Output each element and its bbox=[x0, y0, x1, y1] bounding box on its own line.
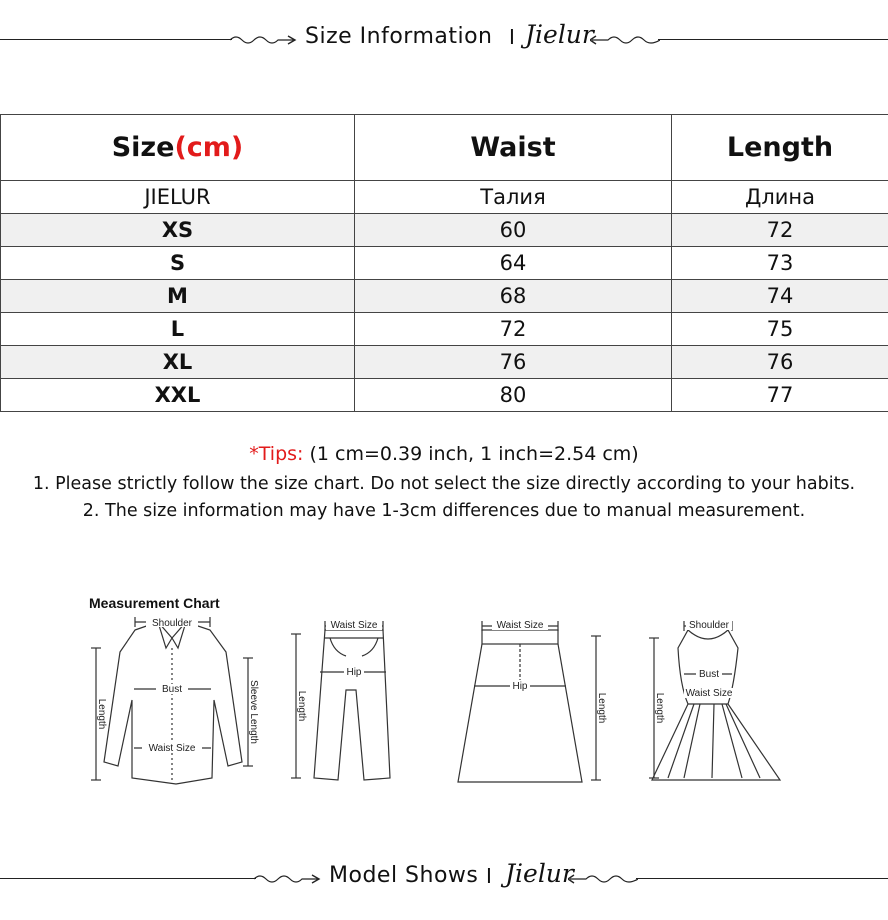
size-information-header bbox=[0, 20, 888, 60]
pants-hip-label: Hip bbox=[346, 667, 362, 678]
header-rule-left bbox=[0, 878, 256, 879]
header-size-unit: (cm) bbox=[174, 132, 244, 163]
header-size: Size(cm) bbox=[1, 115, 355, 181]
size-cell: S bbox=[1, 247, 355, 280]
section-title: Size Information bbox=[305, 24, 493, 49]
skirt-length-label: Length bbox=[596, 692, 607, 724]
header-rule-right bbox=[658, 39, 888, 40]
length-cell: 73 bbox=[672, 247, 888, 280]
waist-cell: 72 bbox=[355, 313, 672, 346]
table-header-row bbox=[1, 115, 888, 181]
length-cell: 75 bbox=[672, 313, 888, 346]
model-shows-header bbox=[0, 859, 888, 899]
table-row bbox=[1, 346, 888, 379]
subheader-waist-ru: Талия bbox=[355, 181, 672, 214]
shirt-shoulder-label: Shoulder bbox=[151, 618, 193, 629]
length-cell: 76 bbox=[672, 346, 888, 379]
header-waist: Waist bbox=[355, 115, 672, 181]
dress-shoulder-label: Shoulder bbox=[688, 620, 730, 631]
waist-cell: 76 bbox=[355, 346, 672, 379]
header-length: Length bbox=[672, 115, 888, 181]
shirt-sleeve-label: Sleeve Length bbox=[248, 680, 259, 744]
measurement-chart-title: Measurement Chart bbox=[89, 595, 220, 611]
dress-bust-label: Bust bbox=[698, 669, 720, 680]
table-row bbox=[1, 280, 888, 313]
size-cell: XL bbox=[1, 346, 355, 379]
header-rule-right bbox=[636, 878, 888, 879]
size-cell: XS bbox=[1, 214, 355, 247]
title-separator: I bbox=[509, 25, 515, 49]
waist-cell: 64 bbox=[355, 247, 672, 280]
section-title: Model Shows bbox=[329, 863, 479, 888]
dress-diagram bbox=[649, 621, 780, 780]
brand-logo: Jielur bbox=[525, 20, 594, 49]
shirt-waist-label: Waist Size bbox=[148, 743, 196, 754]
waist-cell: 60 bbox=[355, 214, 672, 247]
pants-waist-label: Waist Size bbox=[330, 620, 378, 631]
brand-logo: Jielur bbox=[505, 859, 574, 888]
tips-label: *Tips: bbox=[249, 443, 304, 465]
size-cell: L bbox=[1, 313, 355, 346]
squiggle-right-icon bbox=[568, 869, 638, 889]
shirt-diagram bbox=[91, 617, 253, 784]
tip-item-1: 1. Please strictly follow the size chart. Do not select the size directly according to your habits. bbox=[32, 474, 856, 494]
table-row bbox=[1, 214, 888, 247]
table-row bbox=[1, 247, 888, 280]
shirt-bust-label: Bust bbox=[161, 684, 183, 695]
size-cell: XXL bbox=[1, 379, 355, 412]
length-cell: 74 bbox=[672, 280, 888, 313]
header-rule-left bbox=[0, 39, 232, 40]
size-cell: M bbox=[1, 280, 355, 313]
skirt-waist-label: Waist Size bbox=[496, 620, 544, 631]
length-cell: 77 bbox=[672, 379, 888, 412]
skirt-diagram bbox=[458, 621, 601, 782]
squiggle-right-icon bbox=[590, 30, 660, 50]
skirt-hip-label: Hip bbox=[512, 681, 528, 692]
shirt-length-label: Length bbox=[96, 698, 107, 730]
waist-cell: 80 bbox=[355, 379, 672, 412]
title-separator: I bbox=[486, 864, 492, 888]
tips-conversion: (1 cm=0.39 inch, 1 inch=2.54 cm) bbox=[303, 443, 639, 465]
length-cell: 72 bbox=[672, 214, 888, 247]
subheader-brand: JIELUR bbox=[1, 181, 355, 214]
squiggle-left-icon bbox=[254, 869, 324, 889]
size-table bbox=[0, 114, 888, 412]
squiggle-left-icon bbox=[230, 30, 300, 50]
subheader-length-ru: Длина bbox=[672, 181, 888, 214]
dress-waist-label: Waist Size bbox=[685, 688, 733, 699]
table-row bbox=[1, 313, 888, 346]
table-row bbox=[1, 379, 888, 412]
measurement-chart bbox=[0, 590, 888, 800]
tips-line bbox=[0, 443, 888, 465]
dress-length-label: Length bbox=[654, 692, 665, 724]
pants-length-label: Length bbox=[296, 690, 307, 722]
tip-item-2: 2. The size information may have 1-3cm differences due to manual measurement. bbox=[82, 501, 806, 521]
waist-cell: 68 bbox=[355, 280, 672, 313]
table-subheader-row bbox=[1, 181, 888, 214]
